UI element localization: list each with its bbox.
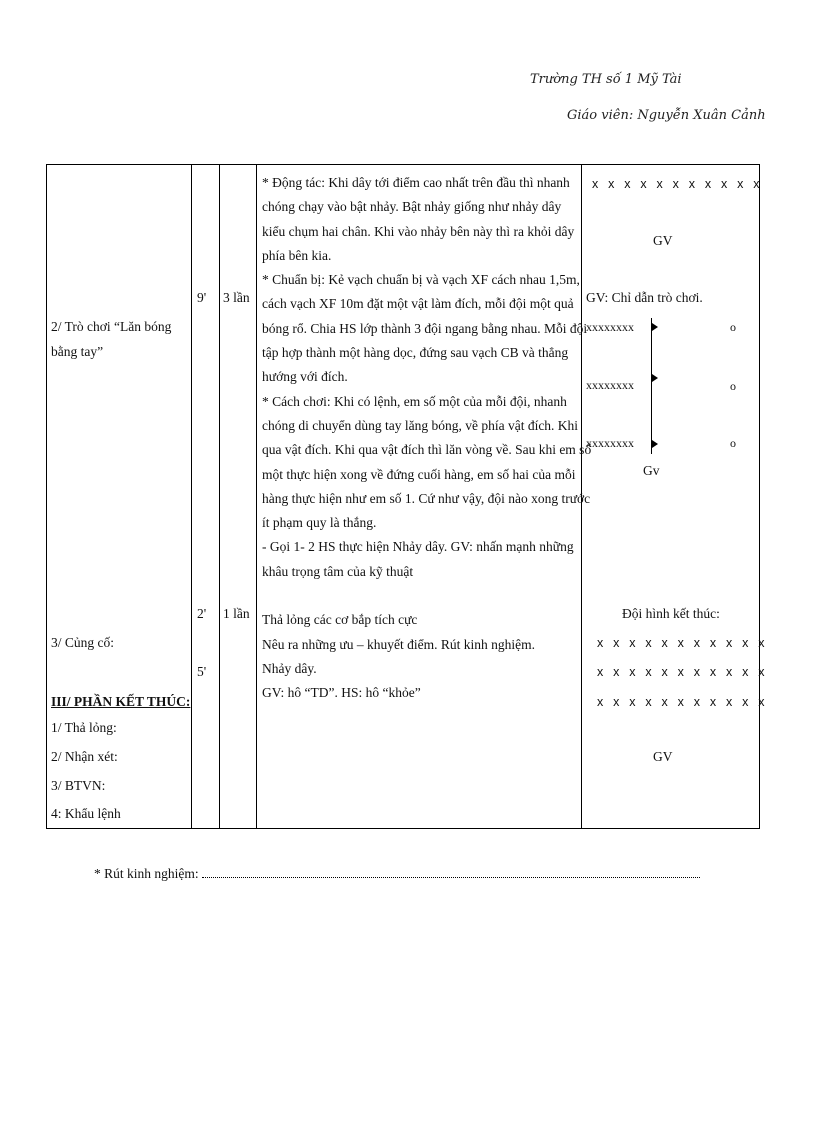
content-line: GV: hô “TD”. HS: hô “khỏe” — [262, 685, 421, 701]
teacher-position: GV — [653, 233, 673, 248]
target-marker: o — [730, 320, 736, 334]
content-line — [262, 584, 582, 608]
lesson-note-label: * Rút kinh nghiệm: — [94, 866, 199, 881]
game-title: 2/ Trò chơi “Lăn bóng — [51, 319, 172, 334]
teacher-position: GV — [653, 749, 673, 764]
lesson-note — [94, 866, 700, 882]
content-line: cách vạch XF 10m đặt một vật làm đích, mỗi đội một quả — [262, 296, 574, 312]
repetition-value: 3 lần — [223, 290, 250, 305]
column-divider — [219, 165, 220, 828]
end-item: 3/ BTVN: — [51, 778, 106, 793]
formation-row: x x x x x x x x x x x — [597, 695, 768, 709]
arrow-right-icon — [652, 374, 658, 382]
target-marker: o — [730, 436, 736, 450]
end-item: 1/ Thả lỏng: — [51, 720, 117, 735]
content-line: kiểu chụm hai chân. Khi vào nhảy bên này thì ra khỏi dây — [262, 223, 575, 239]
team-row: xxxxxxxx — [586, 436, 634, 450]
game-guide: GV: Chỉ dẫn trò chơi. — [586, 290, 703, 305]
team-row: xxxxxxxx — [586, 378, 634, 392]
content-line: chóng di chuyển dùng tay lăng bóng, về phía vật đích. Khi — [262, 417, 579, 433]
content-line: Nêu ra những ưu – khuyết điểm. Rút kinh nghiệm. — [262, 636, 535, 652]
content-line: Thả lỏng các cơ bắp tích cực — [262, 612, 418, 628]
content-line: ít phạm quy là thắng. — [262, 515, 377, 531]
content-line: hàng thực hiện như em số 1. Cứ như vậy, đội nào xong trước — [262, 490, 591, 506]
content-line: tập hợp thành một hàng dọc, đứng sau vạch CB và thẳng — [262, 345, 569, 361]
formation-row: x x x x x x x x x x x — [592, 177, 763, 191]
repetition-value: 1 lần — [223, 606, 250, 621]
column-divider — [191, 165, 192, 828]
content-line: phía bên kia. — [262, 247, 332, 263]
content-line: hướng với đích. — [262, 369, 348, 385]
teacher-name: Giáo viên: Nguyễn Xuân Cảnh — [567, 108, 766, 123]
dotted-line — [202, 867, 700, 878]
content-column — [262, 171, 592, 706]
content-line: chóng chạy vào bật nhảy. Bật nhảy giống như nhảy dây — [262, 199, 562, 215]
end-item: 2/ Nhận xét: — [51, 749, 118, 764]
end-item: 4: Khẩu lệnh — [51, 806, 121, 821]
target-marker: o — [730, 379, 736, 393]
time-value: 5' — [197, 664, 207, 679]
game-title-cont: bằng tay” — [51, 344, 104, 359]
content-line: - Gọi 1- 2 HS thực hiện Nhảy dây. GV: nhấn mạnh những — [262, 539, 574, 555]
arrow-right-icon — [652, 323, 658, 331]
consolidate-title: 3/ Củng cố: — [51, 635, 114, 650]
formation-row: x x x x x x x x x x x — [597, 665, 768, 679]
content-line: một thực hiện xong về đứng cuối hàng, em số hai của mỗi — [262, 466, 576, 482]
team-row: xxxxxxxx — [586, 320, 634, 334]
arrow-right-icon — [652, 440, 658, 448]
formation-row: x x x x x x x x x x x — [597, 636, 768, 650]
end-formation-label: Đội hình kết thúc: — [622, 606, 720, 621]
content-line: bóng rổ. Chia HS lớp thành 3 đội ngang bằng nhau. Mỗi đội — [262, 320, 588, 336]
content-line: * Động tác: Khi dây tới điểm cao nhất trên đầu thì nhanh — [262, 175, 570, 190]
teacher-position: Gv — [643, 463, 660, 478]
content-line: * Cách chơi: Khi có lệnh, em số một của mỗi đội, nhanh — [262, 393, 567, 409]
content-line: qua vật đích. Khi qua vật đích thì lăn vòng về. Sau khi em số — [262, 442, 592, 458]
end-section-title: III/ PHẦN KẾT THÚC: — [51, 694, 191, 709]
column-divider — [256, 165, 257, 828]
time-value: 9' — [197, 290, 207, 305]
start-line — [651, 318, 652, 454]
school-name: Trường TH số 1 Mỹ Tài — [530, 72, 682, 87]
time-value: 2' — [197, 606, 207, 621]
content-line: Nhảy dây. — [262, 660, 317, 676]
content-line: khâu trọng tâm của kỹ thuật — [262, 563, 414, 579]
content-line: * Chuẩn bị: Kẻ vạch chuẩn bị và vạch XF cách nhau 1,5m, — [262, 272, 580, 288]
